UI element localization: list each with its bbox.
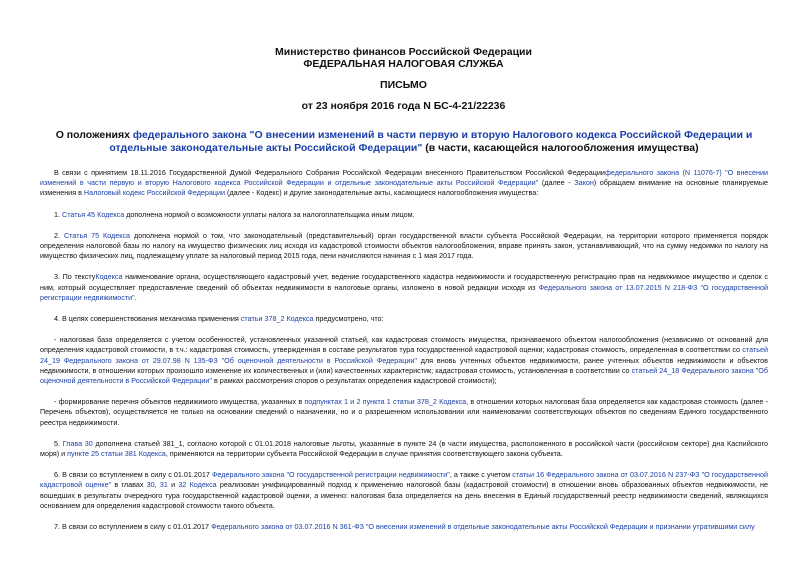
paragraph-4 bbox=[40, 314, 768, 324]
spacer bbox=[40, 386, 768, 397]
document-type: ПИСЬМО bbox=[380, 79, 427, 91]
service-name: ФЕДЕРАЛЬНАЯ НАЛОГОВАЯ СЛУЖБА bbox=[303, 58, 504, 70]
paragraph-intro bbox=[40, 168, 768, 199]
letter-body bbox=[40, 168, 768, 532]
paragraph-3 bbox=[40, 272, 768, 303]
p7-law-361-link[interactable]: Федерального закона от 03.07.2016 N 361-ФЗ "О внесении изменений в отдельные законодательные акты Российской Федерации и признании утратившими силу bbox=[211, 522, 755, 532]
p4-text-1: 4. В целях совершенствования механизма применения bbox=[54, 314, 241, 324]
p4b-text-1: - формирование перечня объектов недвижимого имущества, указанных в bbox=[54, 397, 305, 407]
intro-text-2: (далее - bbox=[538, 178, 575, 188]
spacer bbox=[40, 199, 768, 210]
intro-text-1: В связи с принятием 18.11.2016 Государственной Думой Федерального Собрания Российской Федерации внесенного Правительством Российской Федерации bbox=[54, 168, 605, 177]
spacer bbox=[40, 261, 768, 272]
p6-chapter-32-link[interactable]: 32 Кодекса bbox=[178, 480, 217, 490]
p5-text-3: , применяются на территории субъекта Российской Федерации в случае принятия соответствующего закона субъекта. bbox=[165, 449, 563, 459]
intro-tax-code-link[interactable]: Налоговый кодекс Российской Федерации bbox=[83, 188, 226, 198]
paragraph-5 bbox=[40, 439, 768, 459]
p6-registration-law-link[interactable]: Федерального закона "О государственной регистрации недвижимости" bbox=[211, 470, 450, 480]
ministry-name: Министерство финансов Российской Федерации bbox=[275, 46, 532, 58]
spacer bbox=[40, 428, 768, 439]
p5-text-2: дополнена статьей 381_1, согласно которой с 01.01.2018 налоговые льготы, указанные в пункте 24 (в части имущества, расположенного в российской части (российском секторе) дна Каспийского моря) и bbox=[40, 438, 768, 459]
p4a-article-24-19-link[interactable]: статьей 24_19 Федерального закона от 29.07.98 N 135-ФЗ "Об оценочной деятельности в Российской Федерации" bbox=[40, 345, 768, 365]
p1-text-2: дополнена нормой о возможности уплаты налога за налогоплательщика иным лицом. bbox=[124, 209, 415, 219]
p4a-text-1: - налоговая база определяется с учетом особенностей, установленных указанной статьей, как кадастровая стоимость имущества, признаваемого объектом налогообложения (независимо от оснований для определения кадастровой стоимости, в т.ч.: кадастровая стоимость, утвержденная в составе результатов тура государственной кадастровой оценки; кадастровая стоимость, определенная в соответствии со bbox=[40, 335, 768, 355]
p6-chapter-30-link[interactable]: 30 bbox=[146, 480, 155, 490]
subject-law-link[interactable]: федерального закона "О внесении изменений в части первую и вторую Налогового кодекса Российской Федерации и отдельные законодательные акты Российской Федерации" bbox=[109, 129, 753, 154]
p4b-subparagraphs-link[interactable]: подпунктах 1 и 2 пункта 1 статьи 378_2 Кодекса bbox=[304, 397, 467, 407]
spacer bbox=[40, 303, 768, 314]
p6-article-16-link[interactable]: статьи 16 Федерального закона от 03.07.2016 N 237-ФЗ "О государственной кадастровой оценке" bbox=[40, 470, 768, 490]
p6-text-5: и bbox=[167, 480, 179, 490]
p4b-text-2: , в отношении которых налоговая база определяется как кадастровая стоимость (далее - Перечень объектов), осуществляется не только на основании сведений о назначении, но и о разрешенном использовании или наименовании соответствующих объектов по сведениям Единого государственного реестра недвижимости. bbox=[40, 397, 769, 427]
spacer bbox=[40, 220, 768, 231]
p4a-article-24-18-link[interactable]: статьей 24_18 Федерального закона "Об оценочной деятельности в Российской Федерации" bbox=[40, 365, 769, 386]
p1-text-1: 1. bbox=[54, 209, 62, 219]
spacer bbox=[40, 459, 768, 470]
p5-article-381-link[interactable]: пункте 25 статьи 381 Кодекса bbox=[67, 449, 166, 459]
p3-law-218-link[interactable]: Федерального закона от 13.07.2015 N 218-ФЗ "О государственной регистрации недвижимости" bbox=[40, 282, 768, 302]
paragraph-4b bbox=[40, 397, 768, 428]
p4-text-2: предусмотрено, что: bbox=[313, 314, 384, 324]
p6-text-1: 6. В связи со вступлением в силу с 01.01.2017 bbox=[54, 470, 212, 480]
p5-chapter-30-link[interactable]: Глава 30 bbox=[62, 438, 93, 448]
spacer bbox=[40, 324, 768, 335]
p4a-text-2: для вновь учтенных объектов недвижимости, ранее учтенных объектов недвижимости и объектов недвижимости, в отношении которых произошло изменение их количественных и (или) качественных характеристик; кадастровая стоимость, установленная в соответствии со bbox=[40, 355, 768, 375]
p6-text-6: реализован унифицированный подход к применению налоговой базы (кадастровой стоимости) в отношении вновь образованных объектов недвижимости, не вошедших в результаты очередного тура государственной кадастровой оценки, а именно: налоговая база определяется на день внесения в Единый государственный реестр недвижимости сведений, являющихся основанием для определения кадастровой стоимости такого объекта. bbox=[40, 480, 768, 510]
intro-zakon-link[interactable]: Закон bbox=[574, 178, 594, 188]
intro-text-4: (далее - Кодекс) и другие законодательные акты, касающиеся налогообложения имущества: bbox=[225, 188, 539, 198]
spacer bbox=[40, 511, 768, 522]
intro-law-link[interactable]: федерального закона (N 11076-7) "О внесении изменений в части первую и вторую Налогового кодекса Российской Федерации и отдельные законодательные акты Российской Федерации" bbox=[40, 168, 768, 188]
p6-text-2: , а также с учетом bbox=[449, 470, 513, 480]
p4a-text-3: в рамках рассмотрения споров о результатах определения кадастровой стоимости); bbox=[211, 376, 497, 386]
paragraph-2 bbox=[40, 231, 768, 262]
paragraph-6 bbox=[40, 470, 768, 511]
paragraph-1 bbox=[40, 210, 768, 220]
p3-code-link[interactable]: Кодекса bbox=[95, 272, 123, 282]
subject-prefix: О положениях bbox=[55, 129, 133, 141]
p2-text-2: дополнена нормой о том, что законодательный (представительный) орган государственной власти субъекта Российской Федерации, на территории которого применяется порядок определения налоговой базы по налогу на имущество физических лиц исходя из кадастровой стоимости объектов налогообложения, вправе принять закон, устанавливающий, что на сумму недоимки по налогу на имущество физических лиц, подлежащему уплате за налоговый период 2015 года, пени начисляются начиная с 1 мая 2017 года. bbox=[40, 230, 768, 261]
p2-article-75-link[interactable]: Статья 75 Кодекса bbox=[63, 230, 131, 240]
p7-text-1: 7. В связи со вступлением в силу с 01.01.2017 bbox=[54, 522, 212, 532]
p6-text-4: , bbox=[154, 480, 160, 490]
paragraph-7 bbox=[40, 522, 768, 532]
p3-text-1: 3. По тексту bbox=[54, 272, 96, 282]
p3-text-2: наименование органа, осуществляющего кадастровый учет, ведение государственного кадастра недвижимости и государственную регистрацию прав на недвижимое имущество и сделок с ним, который осуществляет предоставление сведений об объектах недвижимости в налоговые органы, изложено в новой редакции исходя из bbox=[40, 272, 768, 292]
p5-text-1: 5. bbox=[54, 438, 63, 448]
document-subject bbox=[30, 129, 778, 155]
p6-chapter-31-link[interactable]: 31 bbox=[159, 480, 168, 490]
subject-suffix: (в части, касающейся налогообложения имущества) bbox=[422, 142, 699, 154]
p6-text-3: в главах bbox=[111, 480, 147, 490]
p4-article-378-2-link[interactable]: статьи 378_2 Кодекса bbox=[240, 314, 314, 324]
p2-text-1: 2. bbox=[54, 230, 64, 240]
document-date-number: от 23 ноября 2016 года N БС-4-21/22236 bbox=[301, 100, 506, 112]
paragraph-4a bbox=[40, 335, 768, 386]
intro-text-3: ) обращаем внимание на основные планируемые изменения в bbox=[40, 178, 769, 198]
p3-text-3: . bbox=[134, 292, 137, 302]
p1-article-45-link[interactable]: Статья 45 Кодекса bbox=[62, 209, 125, 219]
